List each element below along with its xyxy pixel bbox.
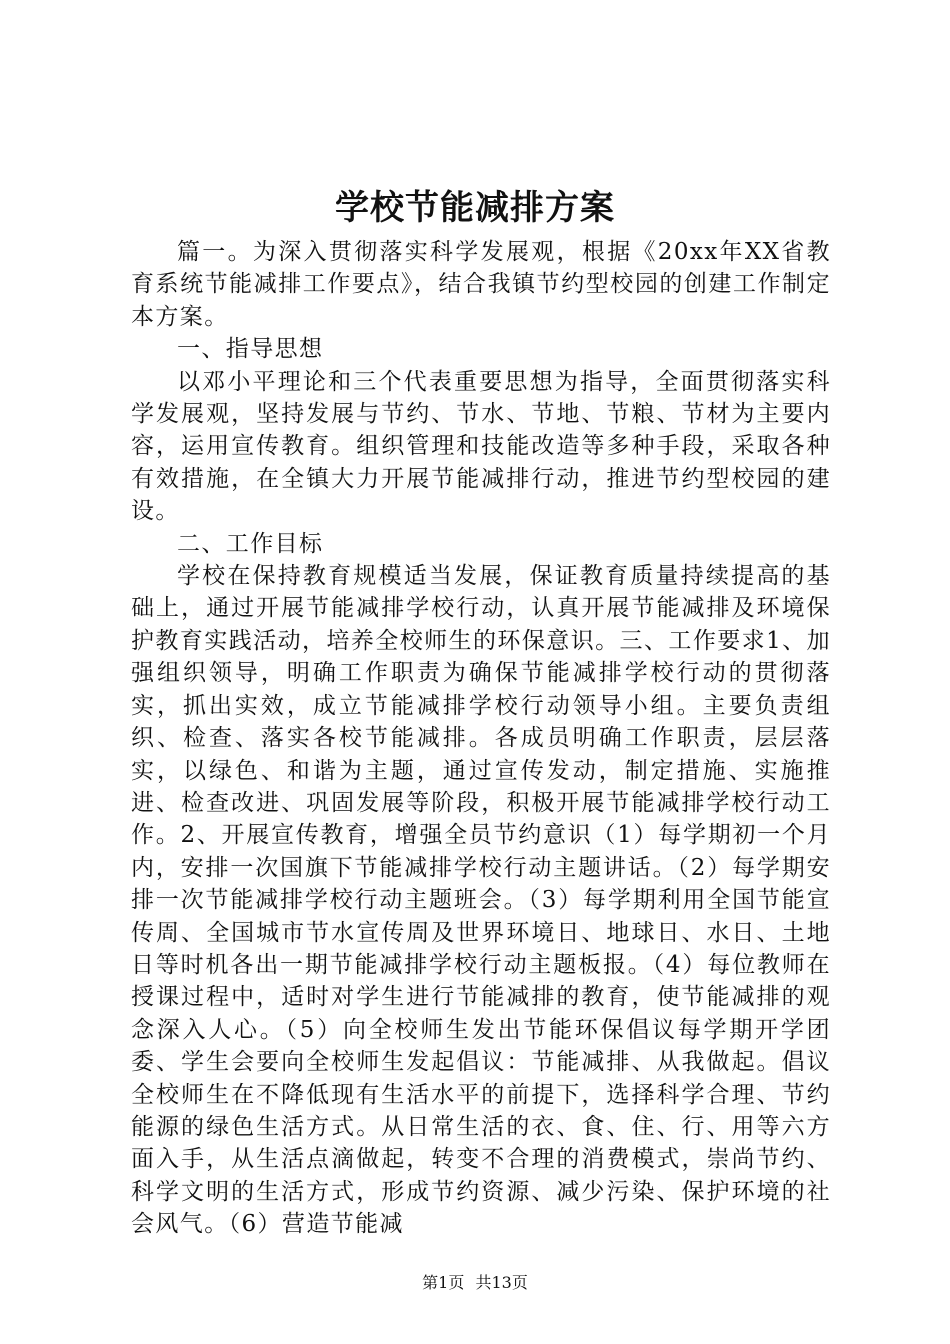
page-total: 共13页 bbox=[475, 1273, 528, 1292]
section-heading-work-goals: 二、工作目标 bbox=[177, 530, 324, 557]
page-number: 第1页 bbox=[422, 1273, 465, 1292]
document-title: 学校节能减排方案 bbox=[335, 188, 615, 228]
document-body bbox=[131, 236, 831, 1241]
paragraph-work-goals: 学校在保持教育规模适当发展，保证教育质量持续提高的基础上，通过开展节能减排学校行动，认真开展节能减排及环境保护教育实践活动，培养全校师生的环保意识。三、工作要求1、加强组织领导，明确工作职责为确保节能减排学校行动的贯彻落实，抓出实效，成立节能减排学校行动领导小组。主要负责组织、检查、落实各校节能减排。各成员明确工作职责，层层落实，以绿色、和谐为主题，通过宣传发动，制定措施、实施推进、检查改进、巩固发展等阶段，积极开展节能减排学校行动工作。2、开展宣传教育，增强全员节约意识（1）每学期初一个月内，安排一次国旗下节能减排学校行动主题讲话。（2）每学期安排一次节能减排学校行动主题班会。（3）每学期利用全国节能宣传周、全国城市节水宣传周及世界环境日、地球日、水日、土地日等时机各出一期节能减排学校行动主题板报。（4）每位教师在授课过程中，适时对学生进行节能减排的教育，使节能减排的观念深入人心。（5）向全校师生发出节能环保倡议每学期开学团委、学生会要向全校师生发起倡议：节能减排、从我做起。倡议全校师生在不降低现有生活水平的前提下，选择科学合理、节约能源的绿色生活方式。从日常生活的衣、食、住、行、用等六方面入手，从生活点滴做起，转变不合理的消费模式，崇尚节约、科学文明的生活方式，形成节约资源、减少污染、保护环境的社会风气。（6）营造节能减 bbox=[131, 563, 831, 1238]
paragraph-intro: 篇一。为深入贯彻落实科学发展观，根据《20xx年XX省教育系统节能减排工作要点》，结合我镇节约型校园的创建工作制定本方案。 bbox=[131, 239, 831, 330]
paragraph-guiding-thought: 以邓小平理论和三个代表重要思想为指导，全面贯彻落实科学发展观，坚持发展与节约、节水、节地、节粮、节材为主要内容，运用宣传教育。组织管理和技能改造等多种手段，采取各种有效措施，在全镇大力开展节能减排行动，推进节约型校园的建设。 bbox=[131, 368, 831, 525]
page-footer bbox=[0, 1272, 950, 1294]
section-heading-guiding-thought: 一、指导思想 bbox=[177, 336, 324, 363]
